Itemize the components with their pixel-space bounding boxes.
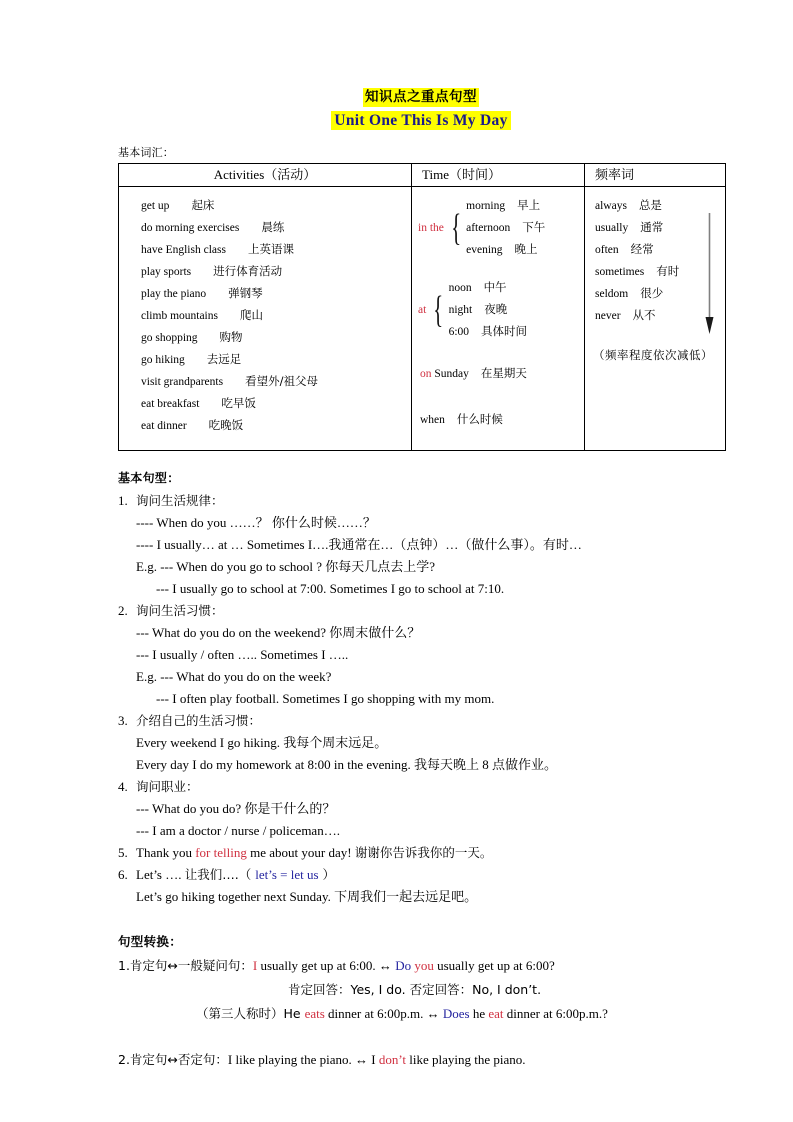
conversion-1-red-4: eat [488,1006,504,1021]
curly-brace-icon: { [450,207,462,249]
activity-item [141,415,411,437]
time-prep-group [418,195,584,261]
time-item-en: morning [466,200,506,212]
activity-en: visit grandparents [141,376,224,388]
pattern-topic: 介绍自己的生活习惯： [136,713,262,728]
conversion-2-post: like playing the piano. [406,1052,526,1067]
page-title-en: Unit One This Is My Day [331,111,510,130]
time-item-en: noon [448,282,472,294]
time-item-cn: 夜晚 [484,302,508,316]
conversion-1-label: 1.肯定句↔一般疑问句： [118,958,253,973]
pattern-topic: 询问生活习惯： [136,603,224,618]
frequency-en: often [595,244,619,256]
time-item-cn: 中午 [483,280,507,294]
conversion-1-red-1: I [252,958,258,973]
conversion-1-answers: 肯定回答：Yes, I do. 否定回答：No, I don’t. [288,982,542,997]
pattern-topic: 询问职业： [136,779,199,794]
activity-item [141,283,411,305]
conversion-heading: 句型转换： [118,934,183,949]
conversion-1-mid-2: usually get up at 6:00? [433,958,555,973]
frequency-cn: 经常 [630,242,654,256]
activity-cn: 去远足 [206,352,242,366]
activity-en: eat breakfast [141,398,200,410]
time-items [466,195,545,261]
document-content [118,88,724,1072]
time-item-cn: 具体时间 [481,324,528,338]
pattern-item-6 [118,864,724,886]
cell-activities [119,187,412,451]
activity-cn: 弹钢琴 [228,286,263,300]
pattern-5-cn: 谢谢你告诉我你的一天。 [354,845,493,860]
time-item-cn: 下午 [522,220,546,234]
title-cn-row [118,88,724,107]
table-header-row [119,164,726,187]
conversion-1-red-2: you [411,958,434,973]
time-item [466,217,545,239]
activity-en: go shopping [141,332,198,344]
activity-en: play sports [141,266,192,278]
pattern-line: --- I often play football. Sometimes I go shopping with my mom. [156,691,495,706]
time-preposition: on [420,368,435,380]
pattern-topic-row [118,710,724,732]
activity-en: play the piano [141,288,207,300]
time-groups [412,187,584,450]
pattern-line: --- I usually go to school at 7:00. Sometimes I go to school at 7:10. [156,581,505,596]
table-body-row [119,187,726,451]
time-item [466,239,545,261]
pattern-line: --- I usually / often ….. Sometimes I ….. [136,647,349,662]
time-item-cn: 什么时候 [456,412,503,426]
activity-item [141,195,411,217]
activity-item [141,217,411,239]
pattern-item-5 [118,842,724,864]
time-item-en: 6:00 [448,326,470,338]
patterns-body [118,490,724,842]
page-title-cn: 知识点之重点句型 [365,89,477,105]
time-item [449,277,527,299]
conversion-section [118,930,724,1072]
activity-item [141,327,411,349]
time-item-cn: 晚上 [514,242,538,256]
pattern-line: --- I am a doctor / nurse / policeman…. [136,823,340,838]
time-item-en: night [448,304,473,316]
pattern-5-number: 5. [118,845,128,860]
time-preposition: in the [418,222,444,234]
pattern-6-paren-close: ） [318,867,336,882]
patterns-heading: 基本句型： [118,471,180,485]
activity-cn: 进行体育活动 [213,264,283,278]
pattern-line: E.g. --- What do you do on the week? [136,669,332,684]
time-item-en: when [420,414,445,426]
patterns-section [118,467,724,908]
conversion-1-blue-2: Does [442,1006,470,1021]
conversion-item-1 [118,954,724,978]
pattern-topic-row [118,490,724,512]
cell-time [412,187,585,451]
frequency-cn: 总是 [638,198,662,212]
frequency-en: sometimes [595,266,645,278]
conversion-spacer [118,1026,724,1048]
column-header-time: Time（时间） [412,164,585,187]
down-arrow-icon [705,213,714,335]
time-plain-item [420,409,584,431]
frequency-cn: 通常 [640,220,664,234]
time-item-en: Sunday [434,368,469,380]
frequency-cn: 很少 [640,286,664,300]
time-preposition: at [418,304,427,316]
pattern-line: --- What do you do on the weekend? 你周末做什么？ [136,625,421,640]
conversion-1-tp-mid-2: he [469,1006,489,1021]
activity-item [141,393,411,415]
activity-cn: 爬山 [239,308,263,322]
pattern-line: Every weekend I go hiking. 我每个周末远足。 [136,735,388,750]
pattern-topic: 询问生活规律： [136,493,224,508]
cell-frequency [585,187,726,451]
conversion-1-red-3: eats [304,1006,325,1021]
frequency-note: （频率程度依次减低） [593,348,713,362]
curly-brace-icon: { [433,289,444,331]
activity-en: climb mountains [141,310,218,322]
pattern-topic-row [118,600,724,622]
time-item [449,299,527,321]
pattern-5-highlight: for telling [195,845,247,860]
time-prep-group [418,277,584,343]
activity-cn: 上英语课 [247,242,294,256]
pattern-line: Every day I do my homework at 8:00 in the evening. 我每天晚上 8 点做作业。 [136,757,557,772]
conversion-2-label: 2.肯定句↔否定句： [118,1052,228,1067]
activity-en: have English class [141,244,226,256]
conversion-2-red: don’t [378,1052,407,1067]
pattern-line: ---- When do you ……？ 你什么时候……？ [136,515,376,530]
column-header-activities: Activities（活动） [119,164,412,187]
frequency-en: always [595,200,627,212]
activity-cn: 起床 [191,198,215,212]
frequency-cn: 有时 [656,264,680,278]
pattern-line: --- What do you do? 你是干什么的？ [136,801,336,816]
pattern-topic-row [118,776,724,798]
time-item-cn: 早上 [517,198,541,212]
conversion-1-blue-1: Do [395,958,412,973]
activity-en: get up [141,200,170,212]
activity-cn: 吃晚饭 [208,418,244,432]
activity-cn: 购物 [219,330,243,344]
activity-cn: 吃早饭 [221,396,256,410]
activity-item [141,261,411,283]
activity-cn: 看望外/祖父母 [245,374,318,388]
time-item-en: afternoon [466,222,511,234]
column-header-frequency: 频率词 [585,164,726,187]
frequency-en: usually [595,222,629,234]
activity-item [141,239,411,261]
time-items [449,277,527,343]
time-item-en: evening [466,244,503,256]
time-item-cn: 在星期天 [480,366,527,380]
activity-item [141,305,411,327]
time-item [466,195,545,217]
frequency-en: never [595,310,621,322]
activity-item [141,349,411,371]
pattern-number: 1. [118,493,128,508]
vocab-heading: 基本词汇： [118,146,174,159]
conversion-1-mid-1: usually get up at 6:00. ↔ [257,958,396,973]
pattern-5-pre: Thank you [136,845,196,860]
pattern-number: 4. [118,779,128,794]
pattern-number: 2. [118,603,128,618]
frequency-cn: 从不 [632,308,656,322]
pattern-5-post: me about your day! [246,845,355,860]
pattern-line: ---- I usually… at … Sometimes I….我通常在…（点钟）…（做什么事）。有时… [136,537,582,552]
activities-list [119,195,411,437]
activity-item [141,371,411,393]
pattern-6-cn: 让我们…. [184,867,239,882]
pattern-number: 3. [118,713,128,728]
activity-en: eat dinner [141,420,187,432]
frequency-list [585,195,725,327]
pattern-line: E.g. --- When do you go to school ? 你每天几点去上学? [136,559,436,574]
conversion-1-tp-end: dinner at 6:00p.m.? [503,1006,608,1021]
time-item [449,321,527,343]
activity-en: go hiking [141,354,185,366]
pattern-6-blue-note: let’s = let us [255,867,319,882]
pattern-6-pre: Let’s …. [136,867,185,882]
vocabulary-table [118,163,726,451]
pattern-6-number: 6. [118,867,128,882]
conversion-1-tp-mid: dinner at 6:00p.m. ↔ [324,1006,443,1021]
time-plain-item [420,363,584,385]
conversion-item-2 [118,1048,724,1072]
conversion-2-pre: I like playing the piano. ↔ I [227,1052,379,1067]
pattern-6-paren-open: （ [238,867,256,882]
conversion-1-third-person [118,1002,724,1026]
title-en-row [118,111,724,130]
third-person-prefix: （第三人称时）He [196,1006,305,1021]
activity-cn: 晨练 [261,220,285,234]
activity-en: do morning exercises [141,222,240,234]
frequency-en: seldom [595,288,629,300]
pattern-item-6-line2: Let’s go hiking together next Sunday. 下周我们一起去远足吧。 [136,889,478,904]
